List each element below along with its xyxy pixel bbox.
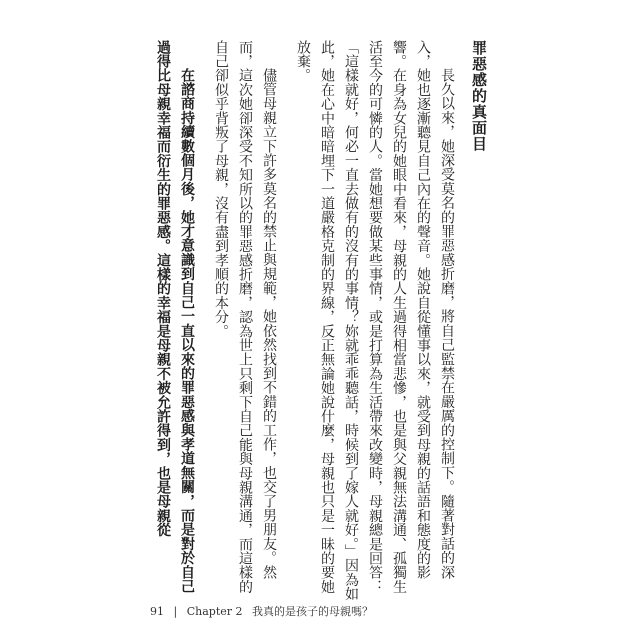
chapter-label: Chapter 2 [186, 605, 243, 618]
vertical-text-block [147, 40, 490, 605]
footer-separator: | [173, 605, 178, 618]
paragraph-1: 長久以來，她深受莫名的罪惡感折磨，將自己監禁在嚴厲的控制下。隨著對話的深入，她也逐漸聽見自己內在的聲音。她說自從懂事以來，就受到母親的話語和態度的影響。在身為女兒的她眼中看來，母親的人生過得相當悲慘，也是與父親無法溝通、孤獨生活至今的可憐的人。當她想要做某些事情，或是打算為生活帶來改變時，母親總是回答：「這樣就好，何必一直去做有的沒有的事情？妳就乖乖聽話，時候到了嫁人就好。」因為如此，她在心中暗暗埋下一道嚴格克制的界線，反正無論她說什麼，母親也只是一昧的要她放棄。 [295, 40, 455, 601]
chapter-title: 我真的是孩子的母親嗎？ [252, 605, 374, 618]
paragraph-3: 在諮商持續數個月後，她才意識到自己一直以來的罪惡感與孝道無關，而是對於自己過得比母親幸福而衍生的罪惡感。這樣的幸福是母親不被允許得到，也是母親從 [155, 40, 195, 594]
section-title: 罪惡感的真面目 [470, 40, 488, 152]
page-footer [150, 603, 379, 619]
page-number: 91 [150, 605, 164, 618]
paragraph-2: 儘管母親立下許多莫名的禁止與規範，她依然找到不錯的工作，也交了男朋友。然而，這次她卻深受不知所以的罪惡感折磨，認為世上只剩下自己能與母親溝通，而這樣的自己卻似乎背叛了母親，沒有盡到孝順的本分。 [213, 40, 277, 594]
